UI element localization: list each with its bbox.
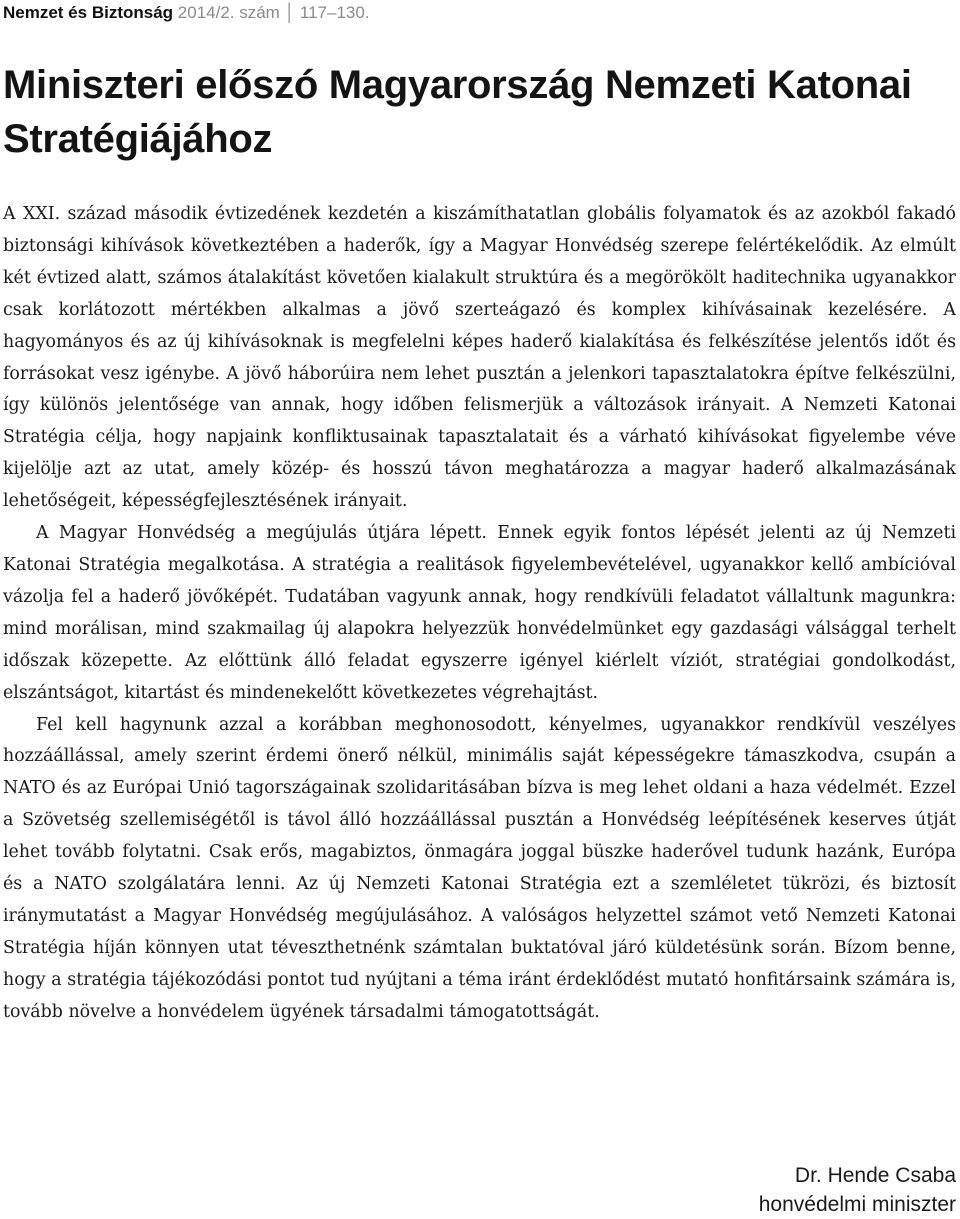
journal-name: Nemzet és Biztonság: [3, 3, 174, 22]
article-body: [3, 199, 956, 1029]
article-title-line-1: Miniszteri előszó Magyarország Nemzeti Katonai: [3, 63, 912, 107]
article-title: [3, 58, 943, 166]
paragraph-1: A XXI. század második évtizedének kezdetén a kiszámíthatatlan globális folyamatok és az azokból fakadó biztonsági kihívások következtében a haderők, így a Magyar Honvédség szerepe felértékelődik. Az elmúlt két évtized alatt, számos átalakítást követően kialakult struktúra és a megörökölt haditechnika ugyanakkor csak korlátozott mértékben alkalmas a jövő szerteágazó és komplex kihívásainak kezelésére. A hagyományos és az új kihívásoknak is megfelelni képes haderő kialakítása és felkészítése jelentős időt és forrásokat vesz igénybe. A jövő háborúira nem lehet pusztán a jelenkori tapasztalatokra építve felkészülni, így különös jelentősége van annak, hogy időben felismerjük a változások irányait. A Nemzeti Katonai Stratégia célja, hogy napjaink konfliktusainak tapasztalatait és a várható kihívásokat figyelembe véve kijelölje azt az utat, amely közép- és hosszú távon meghatározza a magyar haderő alkalmazásának lehetőségeit, képességfejlesztésének irányait.: [3, 204, 956, 512]
signatory-role: honvédelmi miniszter: [758, 1193, 956, 1216]
signatory-name: Dr. Hende Csaba: [794, 1164, 956, 1187]
issue-info: 2014/2. szám │ 117–130.: [177, 3, 370, 22]
paragraph-3: Fel kell hagynunk azzal a korábban meghonosodott, kényelmes, ugyanakkor rendkívül veszélyes hozzáállással, amely szerint érdemi önerő nélkül, minimális saját képességekre támaszkodva, csupán a NATO és az Európai Unió tagországainak szolidaritásában bízva is meg lehet oldani a haza védelmét. Ezzel a Szövetség szellemiségétől is távol álló hozzáállással pusztán a Honvédség leépítésének keserves útját lehet tovább folytatni. Csak erős, magabiztos, önmagára joggal büszke haderővel tudunk hazánk, Európa és a NATO szolgálatára lenni. Az új Nemzeti Katonai Stratégia ezt a szemléletet tükrözi, és biztosít iránymutatást a Magyar Honvédség megújulásához. A valóságos helyzettel számot vető Nemzeti Katonai Stratégia híján könnyen utat téveszthetnénk számtalan buktatóval járó küldetésünk során. Bízom benne, hogy a stratégia tájékozódási pontot tud nyújtani a téma iránt érdeklődést mutató honfitársaink számára is, tovább növelve a honvédelem ügyének társadalmi támogatottságát.: [3, 714, 956, 1022]
signature-block: [759, 1161, 956, 1219]
article-title-line-2: Stratégiájához: [3, 117, 273, 161]
paragraph-2: A Magyar Honvédség a megújulás útjára lépett. Ennek egyik fontos lépését jelenti az új Nemzeti Katonai Stratégia megalkotása. A stratégia a realitások figyelembevételével, ugyanakkor kellő ambícióval vázolja fel a haderő jövőképét. Tudatában vagyunk annak, hogy rendkívüli feladatot vállaltunk magunkra: mind morálisan, mind szakmailag új alapokra helyezzük honvédelmünket egy gazdasági válsággal terhelt időszak közepette. Az előttünk álló feladat egyszerre igényel kiérlelt víziót, stratégiai gondolkodást, elszántságot, kitartást és mindenekelőtt következetes végrehajtást.: [3, 523, 956, 703]
running-header: [3, 2, 370, 24]
